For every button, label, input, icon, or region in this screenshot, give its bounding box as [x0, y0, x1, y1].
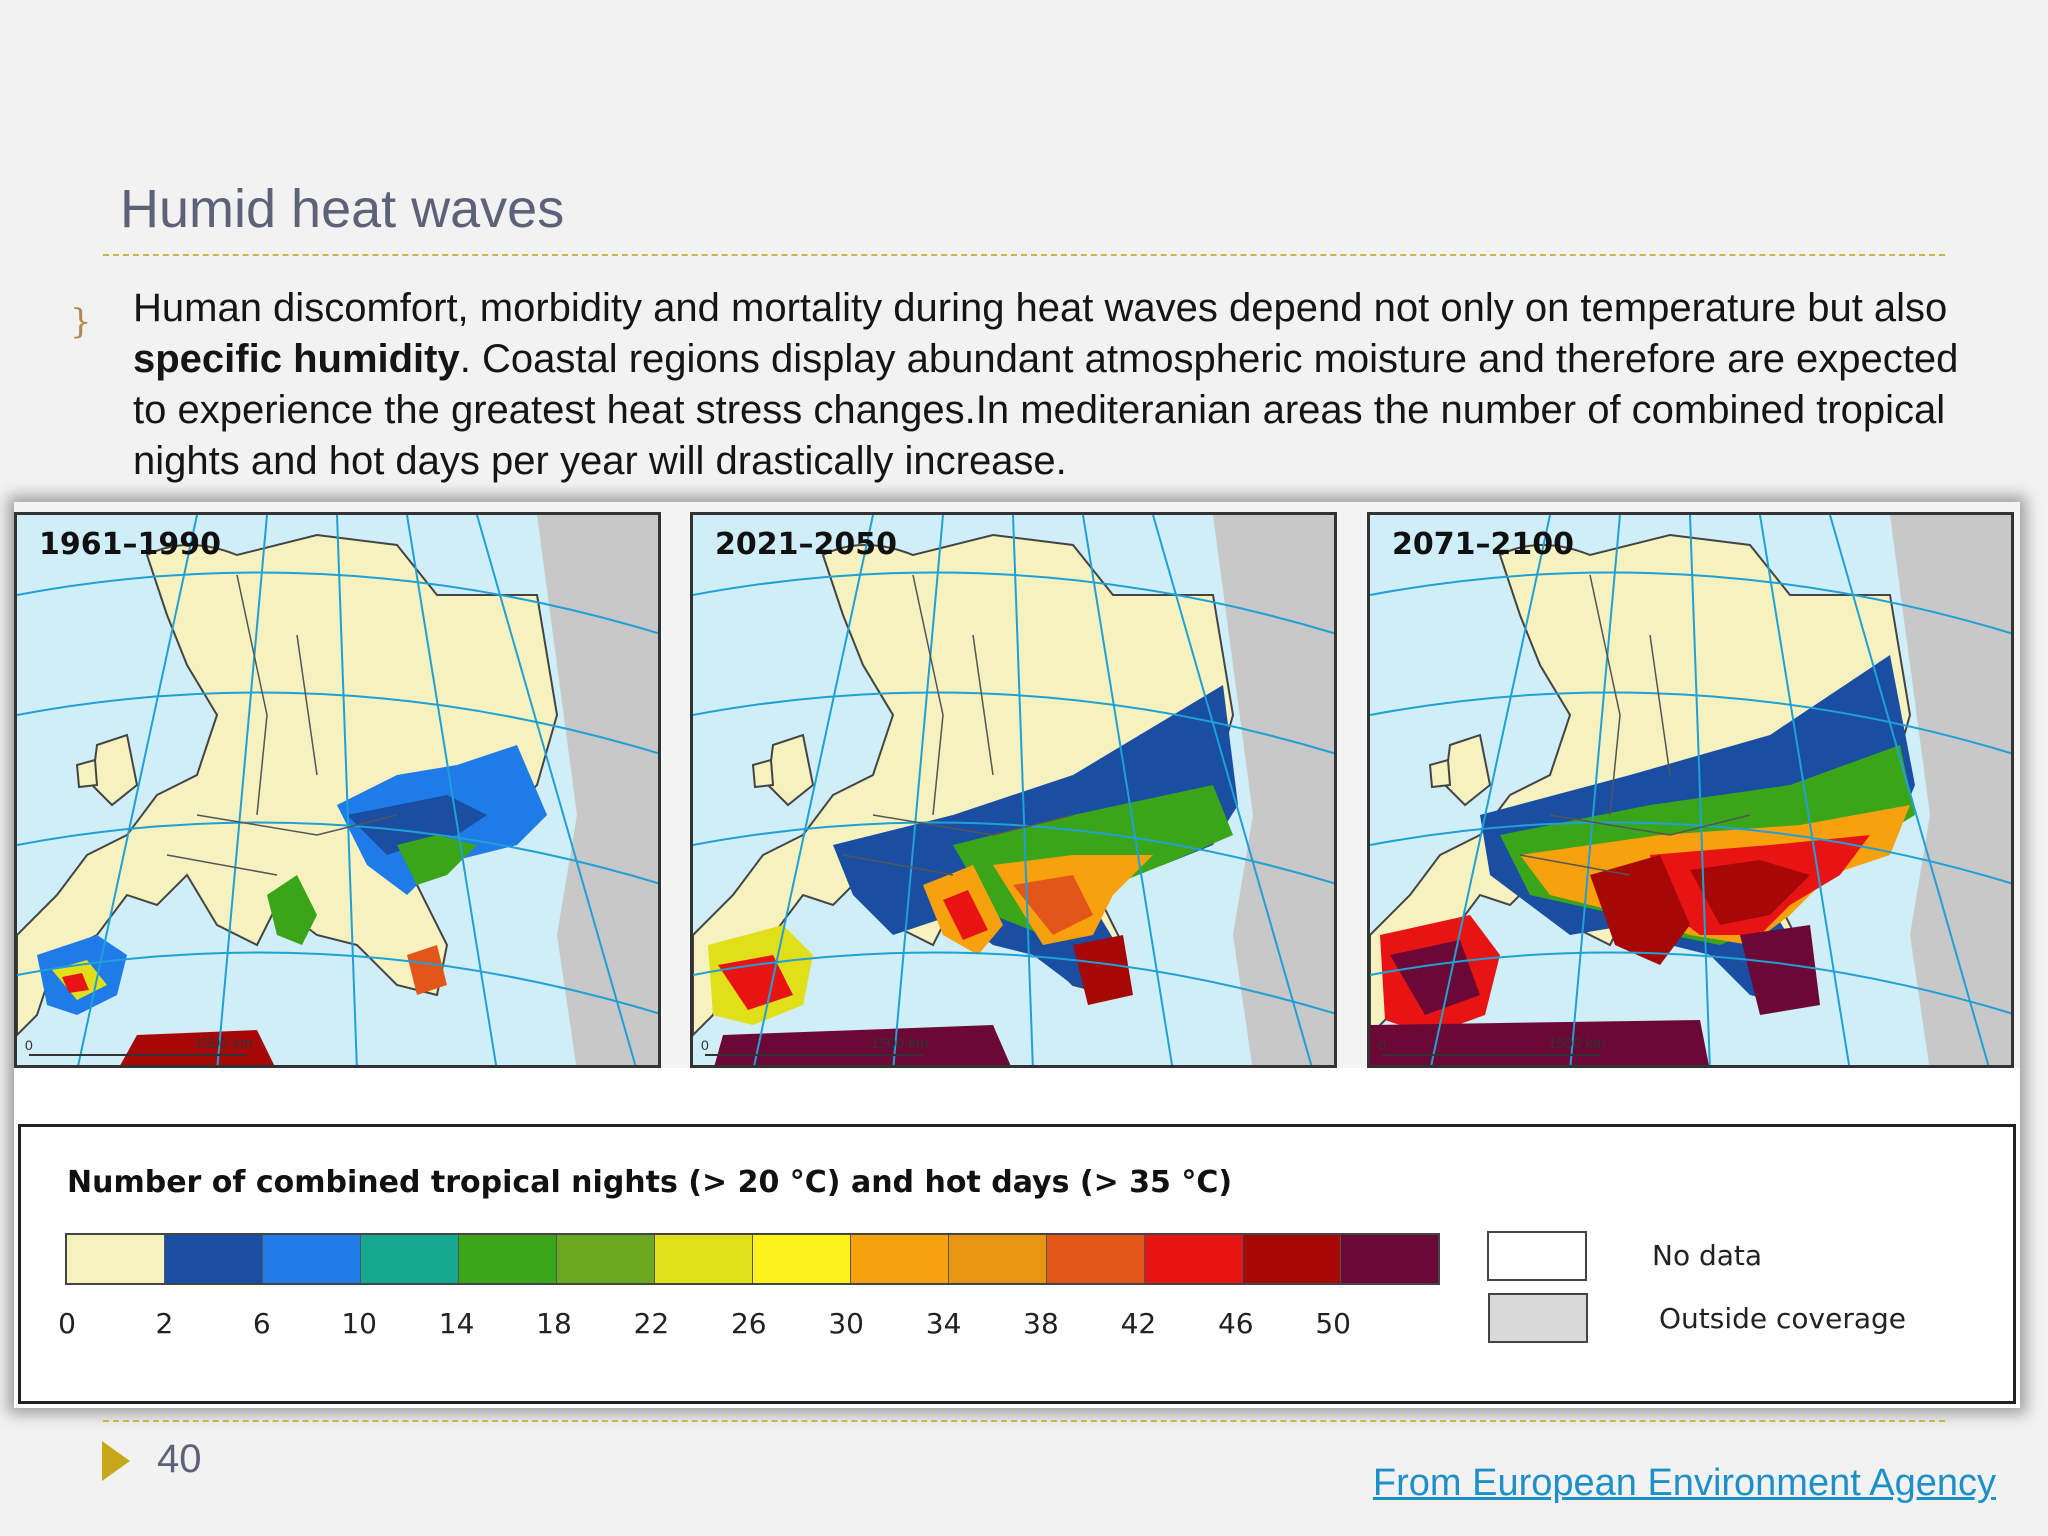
body-text-bold: specific humidity [133, 337, 460, 381]
legend-tick-label: 46 [1217, 1307, 1254, 1340]
legend-swatch [67, 1235, 165, 1283]
legend-swatch [1047, 1235, 1145, 1283]
legend-tick-label: 26 [730, 1307, 767, 1340]
europe-map-2071-2100 [1370, 515, 2014, 1068]
legend-swatch [459, 1235, 557, 1283]
legend-swatch [557, 1235, 655, 1283]
title-divider [103, 254, 1945, 256]
legend-tick-label: 50 [1315, 1307, 1352, 1340]
no-data-swatch [1487, 1231, 1587, 1281]
slide-title: Humid heat waves [120, 179, 565, 239]
page-arrow-icon [102, 1441, 130, 1481]
europe-map-1961-1990 [17, 515, 661, 1068]
scale-km-label: 1500 km [195, 1035, 253, 1052]
map-panel-1961-1990 [14, 512, 661, 1068]
body-text-part1: Human discomfort, morbidity and mortality during heat waves depend not only on temperature but also [133, 286, 1948, 330]
bullet-marker: } [70, 302, 92, 342]
scale-zero-label: 0 [25, 1037, 33, 1053]
legend-tick-label: 30 [828, 1307, 865, 1340]
source-link[interactable]: From European Environment Agency [1372, 1462, 1996, 1504]
outside-coverage-label: Outside coverage [1659, 1302, 1907, 1335]
outside-coverage-swatch [1488, 1293, 1588, 1343]
legend-swatch [1145, 1235, 1243, 1283]
legend-swatch [361, 1235, 459, 1283]
map-panel-2071-2100 [1367, 512, 2014, 1068]
legend-tick-label: 22 [633, 1307, 670, 1340]
legend-tick-label: 14 [438, 1307, 475, 1340]
legend-swatch [655, 1235, 753, 1283]
legend-tick-label: 38 [1023, 1307, 1059, 1340]
legend-swatch [165, 1235, 263, 1283]
map-period-label: 2071–2100 [1392, 527, 1574, 562]
map-period-label: 2021–2050 [715, 527, 897, 562]
legend-swatch [263, 1235, 361, 1283]
body-paragraph [133, 283, 1973, 487]
europe-map-2021-2050 [693, 515, 1337, 1068]
legend-tick-label: 10 [341, 1307, 378, 1340]
no-data-label: No data [1652, 1239, 1763, 1272]
legend-tick-label: 42 [1120, 1307, 1157, 1340]
legend-title: Number of combined tropical nights (> 20 °C) and hot days (> 35 °C) [67, 1165, 1233, 1200]
scale-zero-label: 0 [1378, 1037, 1386, 1053]
scale-zero-label: 0 [701, 1037, 709, 1053]
footer-divider [103, 1420, 1945, 1422]
body-text-part2: . Coastal regions display abundant atmospheric moisture and therefore are expected to experience the greatest heat stress changes.In mediteranian areas the number of combined tropical nights and hot days per year will drastically increase. [133, 337, 1959, 483]
legend-tick-label: 2 [155, 1307, 174, 1340]
page-number: 40 [157, 1437, 202, 1481]
maps-row [14, 502, 2020, 1068]
map-period-label: 1961–1990 [39, 527, 221, 562]
legend-tick-label: 18 [536, 1307, 572, 1340]
scale-km-label: 1500 km [871, 1035, 929, 1052]
legend-color-scale [65, 1233, 1440, 1285]
legend-tick-label: 6 [252, 1307, 271, 1340]
map-panel-2021-2050 [690, 512, 1337, 1068]
legend-swatch [1341, 1235, 1438, 1283]
legend-tick-label: 34 [925, 1307, 962, 1340]
legend-swatch [753, 1235, 851, 1283]
scale-km-label: 1500 km [1548, 1035, 1606, 1052]
legend-swatch [1243, 1235, 1341, 1283]
legend-swatch [949, 1235, 1047, 1283]
heat-map-figure [14, 502, 2020, 1408]
legend-tick-label: 0 [58, 1307, 76, 1340]
map-legend [18, 1124, 2016, 1404]
legend-swatch [851, 1235, 949, 1283]
